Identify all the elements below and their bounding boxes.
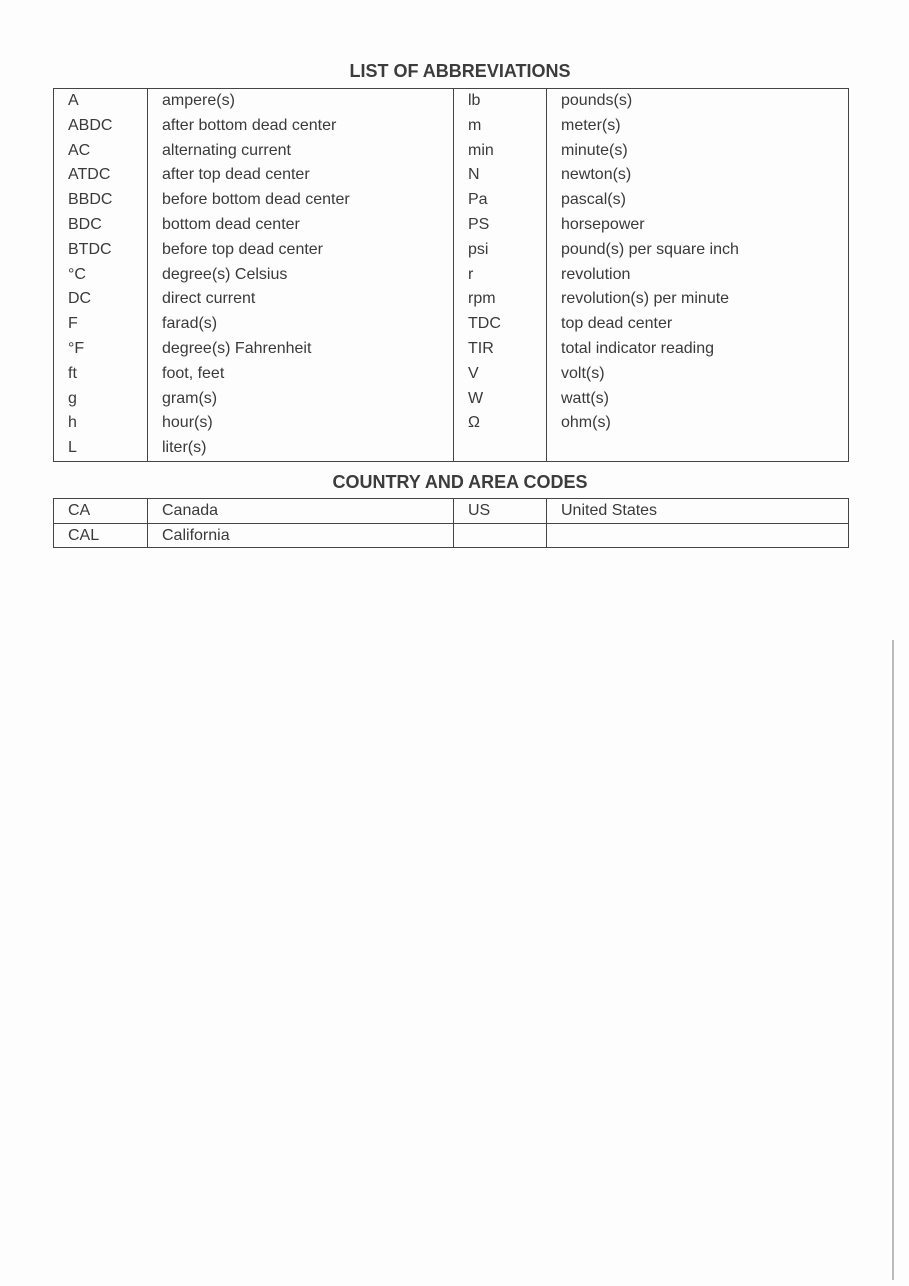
table-row — [54, 337, 849, 362]
definition-cell: revolution — [547, 263, 849, 288]
definition-cell: hour(s) — [148, 411, 454, 436]
abbreviation-cell: TDC — [454, 312, 547, 337]
abbreviation-cell: TIR — [454, 337, 547, 362]
abbreviation-cell: h — [54, 411, 148, 436]
abbreviation-cell: AC — [54, 139, 148, 164]
abbreviation-cell: Pa — [454, 188, 547, 213]
table-row — [54, 362, 849, 387]
table-row — [54, 287, 849, 312]
country-codes-title: COUNTRY AND AREA CODES — [332, 472, 588, 492]
abbreviation-cell: r — [454, 263, 547, 288]
abbreviation-cell: F — [54, 312, 148, 337]
abbreviation-cell: A — [54, 89, 148, 114]
definition-cell: minute(s) — [547, 139, 849, 164]
definition-cell: ohm(s) — [547, 411, 849, 436]
abbreviation-cell: ft — [54, 362, 148, 387]
table-row — [54, 263, 849, 288]
definition-cell: after bottom dead center — [148, 114, 454, 139]
definition-cell: bottom dead center — [148, 213, 454, 238]
definition-cell: pounds(s) — [547, 89, 849, 114]
abbreviation-cell: °F — [54, 337, 148, 362]
abbreviation-cell: m — [454, 114, 547, 139]
table-row — [54, 213, 849, 238]
abbreviation-cell: ATDC — [54, 163, 148, 188]
definition-cell: foot, feet — [148, 362, 454, 387]
table-row — [54, 312, 849, 337]
abbreviation-cell — [454, 523, 547, 548]
abbreviation-cell: CA — [54, 499, 148, 524]
definition-cell: alternating current — [148, 139, 454, 164]
abbreviation-cell: CAL — [54, 523, 148, 548]
abbreviation-cell: rpm — [454, 287, 547, 312]
abbreviation-cell: BBDC — [54, 188, 148, 213]
table-row — [54, 89, 849, 114]
table-row — [54, 436, 849, 461]
page-edge-line — [892, 640, 894, 1280]
table-row — [54, 114, 849, 139]
abbreviation-cell: min — [454, 139, 547, 164]
definition-cell: direct current — [148, 287, 454, 312]
country-codes-table — [53, 498, 849, 548]
definition-cell: pascal(s) — [547, 188, 849, 213]
definition-cell — [547, 436, 849, 461]
definition-cell: Canada — [148, 499, 454, 524]
table-row — [54, 188, 849, 213]
table-row — [54, 499, 849, 524]
definition-cell: meter(s) — [547, 114, 849, 139]
abbreviation-cell: psi — [454, 238, 547, 263]
abbreviation-cell: lb — [454, 89, 547, 114]
definition-cell: horsepower — [547, 213, 849, 238]
definition-cell: watt(s) — [547, 387, 849, 412]
abbreviation-cell: ABDC — [54, 114, 148, 139]
definition-cell: degree(s) Celsius — [148, 263, 454, 288]
abbreviation-cell: g — [54, 387, 148, 412]
table-row — [54, 139, 849, 164]
definition-cell: degree(s) Fahrenheit — [148, 337, 454, 362]
abbreviation-cell: L — [54, 436, 148, 461]
definition-cell: liter(s) — [148, 436, 454, 461]
abbreviation-cell: W — [454, 387, 547, 412]
abbreviation-cell: °C — [54, 263, 148, 288]
definition-cell: volt(s) — [547, 362, 849, 387]
abbreviations-title: LIST OF ABBREVIATIONS — [349, 61, 571, 81]
definition-cell: before bottom dead center — [148, 188, 454, 213]
abbreviation-cell — [454, 436, 547, 461]
definition-cell: before top dead center — [148, 238, 454, 263]
table-row — [54, 163, 849, 188]
definition-cell: United States — [547, 499, 849, 524]
abbreviation-cell: DC — [54, 287, 148, 312]
abbreviation-cell: N — [454, 163, 547, 188]
definition-cell: after top dead center — [148, 163, 454, 188]
abbreviation-cell: US — [454, 499, 547, 524]
table-row — [54, 387, 849, 412]
abbreviation-cell: V — [454, 362, 547, 387]
definition-cell: newton(s) — [547, 163, 849, 188]
definition-cell: farad(s) — [148, 312, 454, 337]
definition-cell: pound(s) per square inch — [547, 238, 849, 263]
definition-cell: ampere(s) — [148, 89, 454, 114]
definition-cell: top dead center — [547, 312, 849, 337]
definition-cell: total indicator reading — [547, 337, 849, 362]
abbreviation-cell: BTDC — [54, 238, 148, 263]
definition-cell: revolution(s) per minute — [547, 287, 849, 312]
abbreviation-cell: PS — [454, 213, 547, 238]
table-row — [54, 523, 849, 548]
definition-cell: gram(s) — [148, 387, 454, 412]
abbreviations-table — [53, 88, 849, 462]
abbreviation-cell: Ω — [454, 411, 547, 436]
definition-cell: California — [148, 523, 454, 548]
table-row — [54, 238, 849, 263]
definition-cell — [547, 523, 849, 548]
abbreviation-cell: BDC — [54, 213, 148, 238]
table-row — [54, 411, 849, 436]
